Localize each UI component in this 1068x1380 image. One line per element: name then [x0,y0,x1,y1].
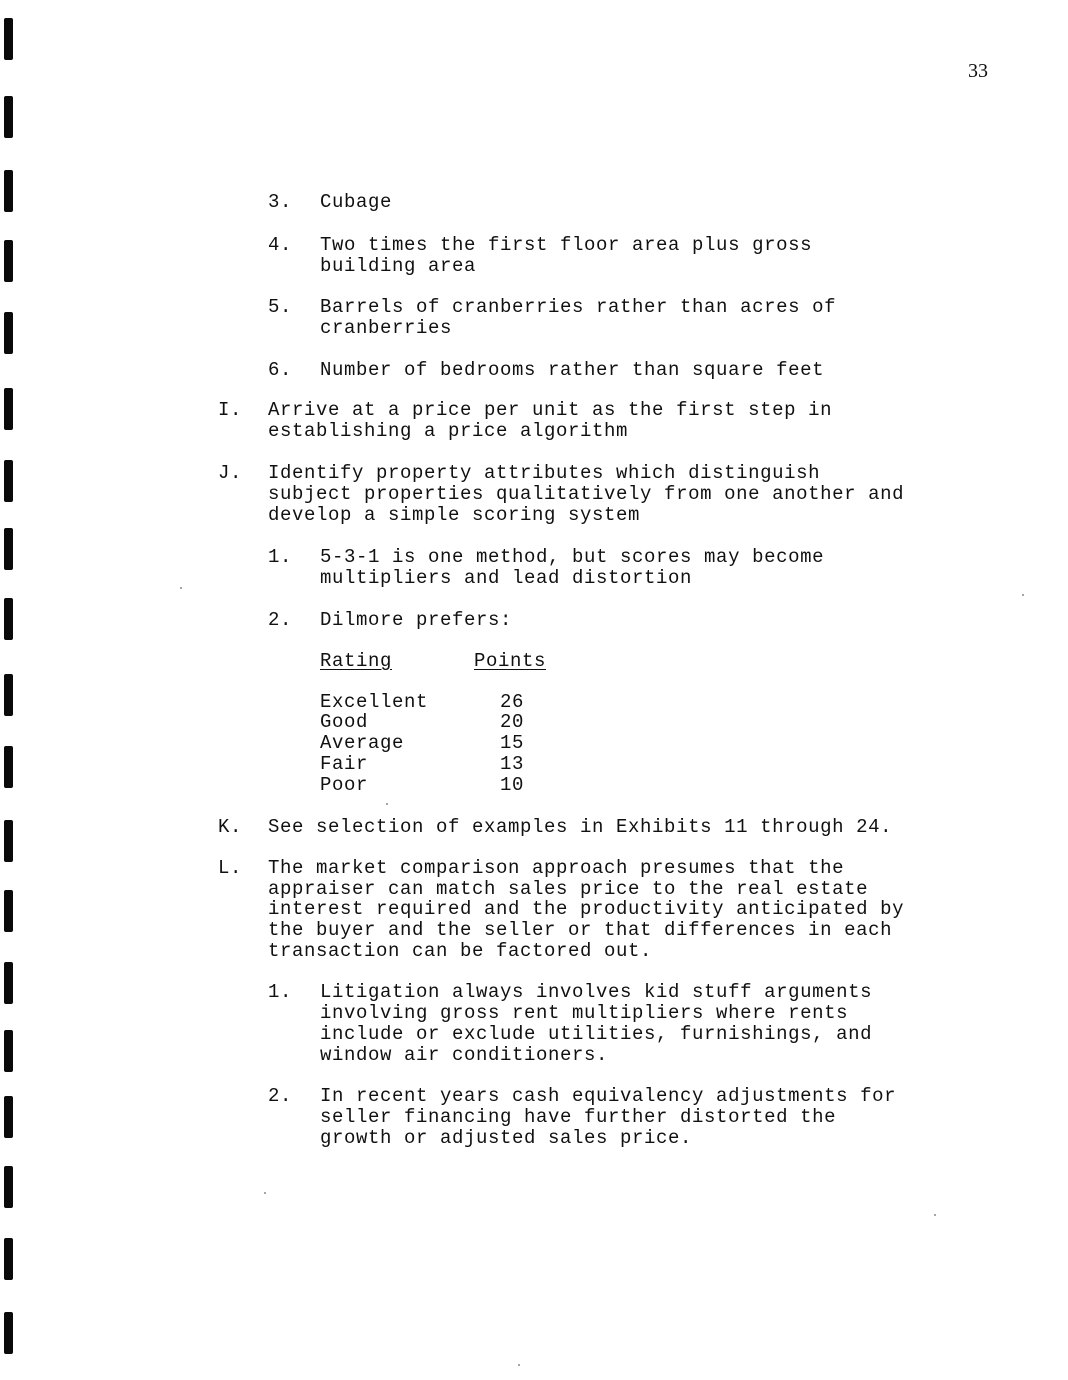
points-cell: 20 [500,711,525,733]
scan-speck [518,1364,520,1366]
list-marker: 2. [268,1085,293,1107]
binder-mark [4,962,13,1004]
section-marker: K. [218,816,243,838]
rating-cell: Average [320,732,405,754]
scan-speck [934,1214,936,1216]
rating-cell: Poor [320,774,369,796]
rating-cell: Fair [320,753,369,775]
binder-mark [4,1030,13,1072]
binder-mark [4,312,13,354]
list-item-text: involving gross rent multipliers where rents [320,1002,849,1024]
list-item-text: Barrels of cranberries rather than acres of [320,296,837,318]
list-marker: 3. [268,191,293,213]
list-item-text: include or exclude utilities, furnishings, and [320,1023,873,1045]
rating-cell: Good [320,711,369,733]
section-text: Identify property attributes which distinguish [268,462,821,484]
list-marker: 1. [268,981,293,1003]
binder-mark [4,598,13,640]
section-text: the buyer and the seller or that differences in each [268,919,893,941]
section-text: The market comparison approach presumes that the [268,857,845,879]
scan-speck [264,1192,266,1194]
scan-speck [1022,594,1024,596]
list-item-text: growth or adjusted sales price. [320,1127,693,1149]
list-item-text: seller financing have further distorted the [320,1106,837,1128]
rating-column-header: Rating [320,650,393,672]
binder-mark [4,1166,13,1208]
binder-mark [4,820,13,862]
section-text: develop a simple scoring system [268,504,641,526]
section-text: transaction can be factored out. [268,940,653,962]
section-marker: I. [218,399,243,421]
points-cell: 26 [500,691,525,713]
list-item-text: Dilmore prefers: [320,609,513,631]
section-text: Arrive at a price per unit as the first step in [268,399,833,421]
points-cell: 10 [500,774,525,796]
list-marker: 2. [268,609,293,631]
list-marker: 4. [268,234,293,256]
section-text: subject properties qualitatively from one another and [268,483,905,505]
list-item-text: multipliers and lead distortion [320,567,693,589]
binder-mark [4,170,13,212]
binder-mark [4,1096,13,1138]
section-text: interest required and the productivity anticipated by [268,898,905,920]
binder-mark [4,96,13,138]
points-cell: 15 [500,732,525,754]
binder-mark [4,460,13,502]
binder-mark [4,240,13,282]
section-marker: L. [218,857,243,879]
binder-mark [4,746,13,788]
binder-mark [4,674,13,716]
list-item-text: In recent years cash equivalency adjustments for [320,1085,897,1107]
list-item-text: Number of bedrooms rather than square feet [320,359,825,381]
list-item-text: 5-3-1 is one method, but scores may become [320,546,825,568]
section-text: establishing a price algorithm [268,420,629,442]
scan-speck [180,587,182,589]
binder-mark [4,1238,13,1280]
section-marker: J. [218,462,243,484]
section-text: appraiser can match sales price to the real estate [268,878,869,900]
binder-mark [4,1312,13,1354]
binder-mark [4,528,13,570]
page-number: 33 [968,60,988,82]
binder-mark [4,18,13,60]
points-column-header: Points [474,650,547,672]
list-marker: 5. [268,296,293,318]
list-item-text: Cubage [320,191,393,213]
rating-cell: Excellent [320,691,429,713]
list-item-text: window air conditioners. [320,1044,609,1066]
points-cell: 13 [500,753,525,775]
list-item-text: Two times the first floor area plus gross [320,234,813,256]
list-marker: 6. [268,359,293,381]
section-text: See selection of examples in Exhibits 11 through 24. [268,816,893,838]
list-item-text: cranberries [320,317,453,339]
binder-mark [4,890,13,932]
list-item-text: building area [320,255,477,277]
binder-mark [4,388,13,430]
list-marker: 1. [268,546,293,568]
list-item-text: Litigation always involves kid stuff arguments [320,981,873,1003]
scan-speck [386,803,388,805]
